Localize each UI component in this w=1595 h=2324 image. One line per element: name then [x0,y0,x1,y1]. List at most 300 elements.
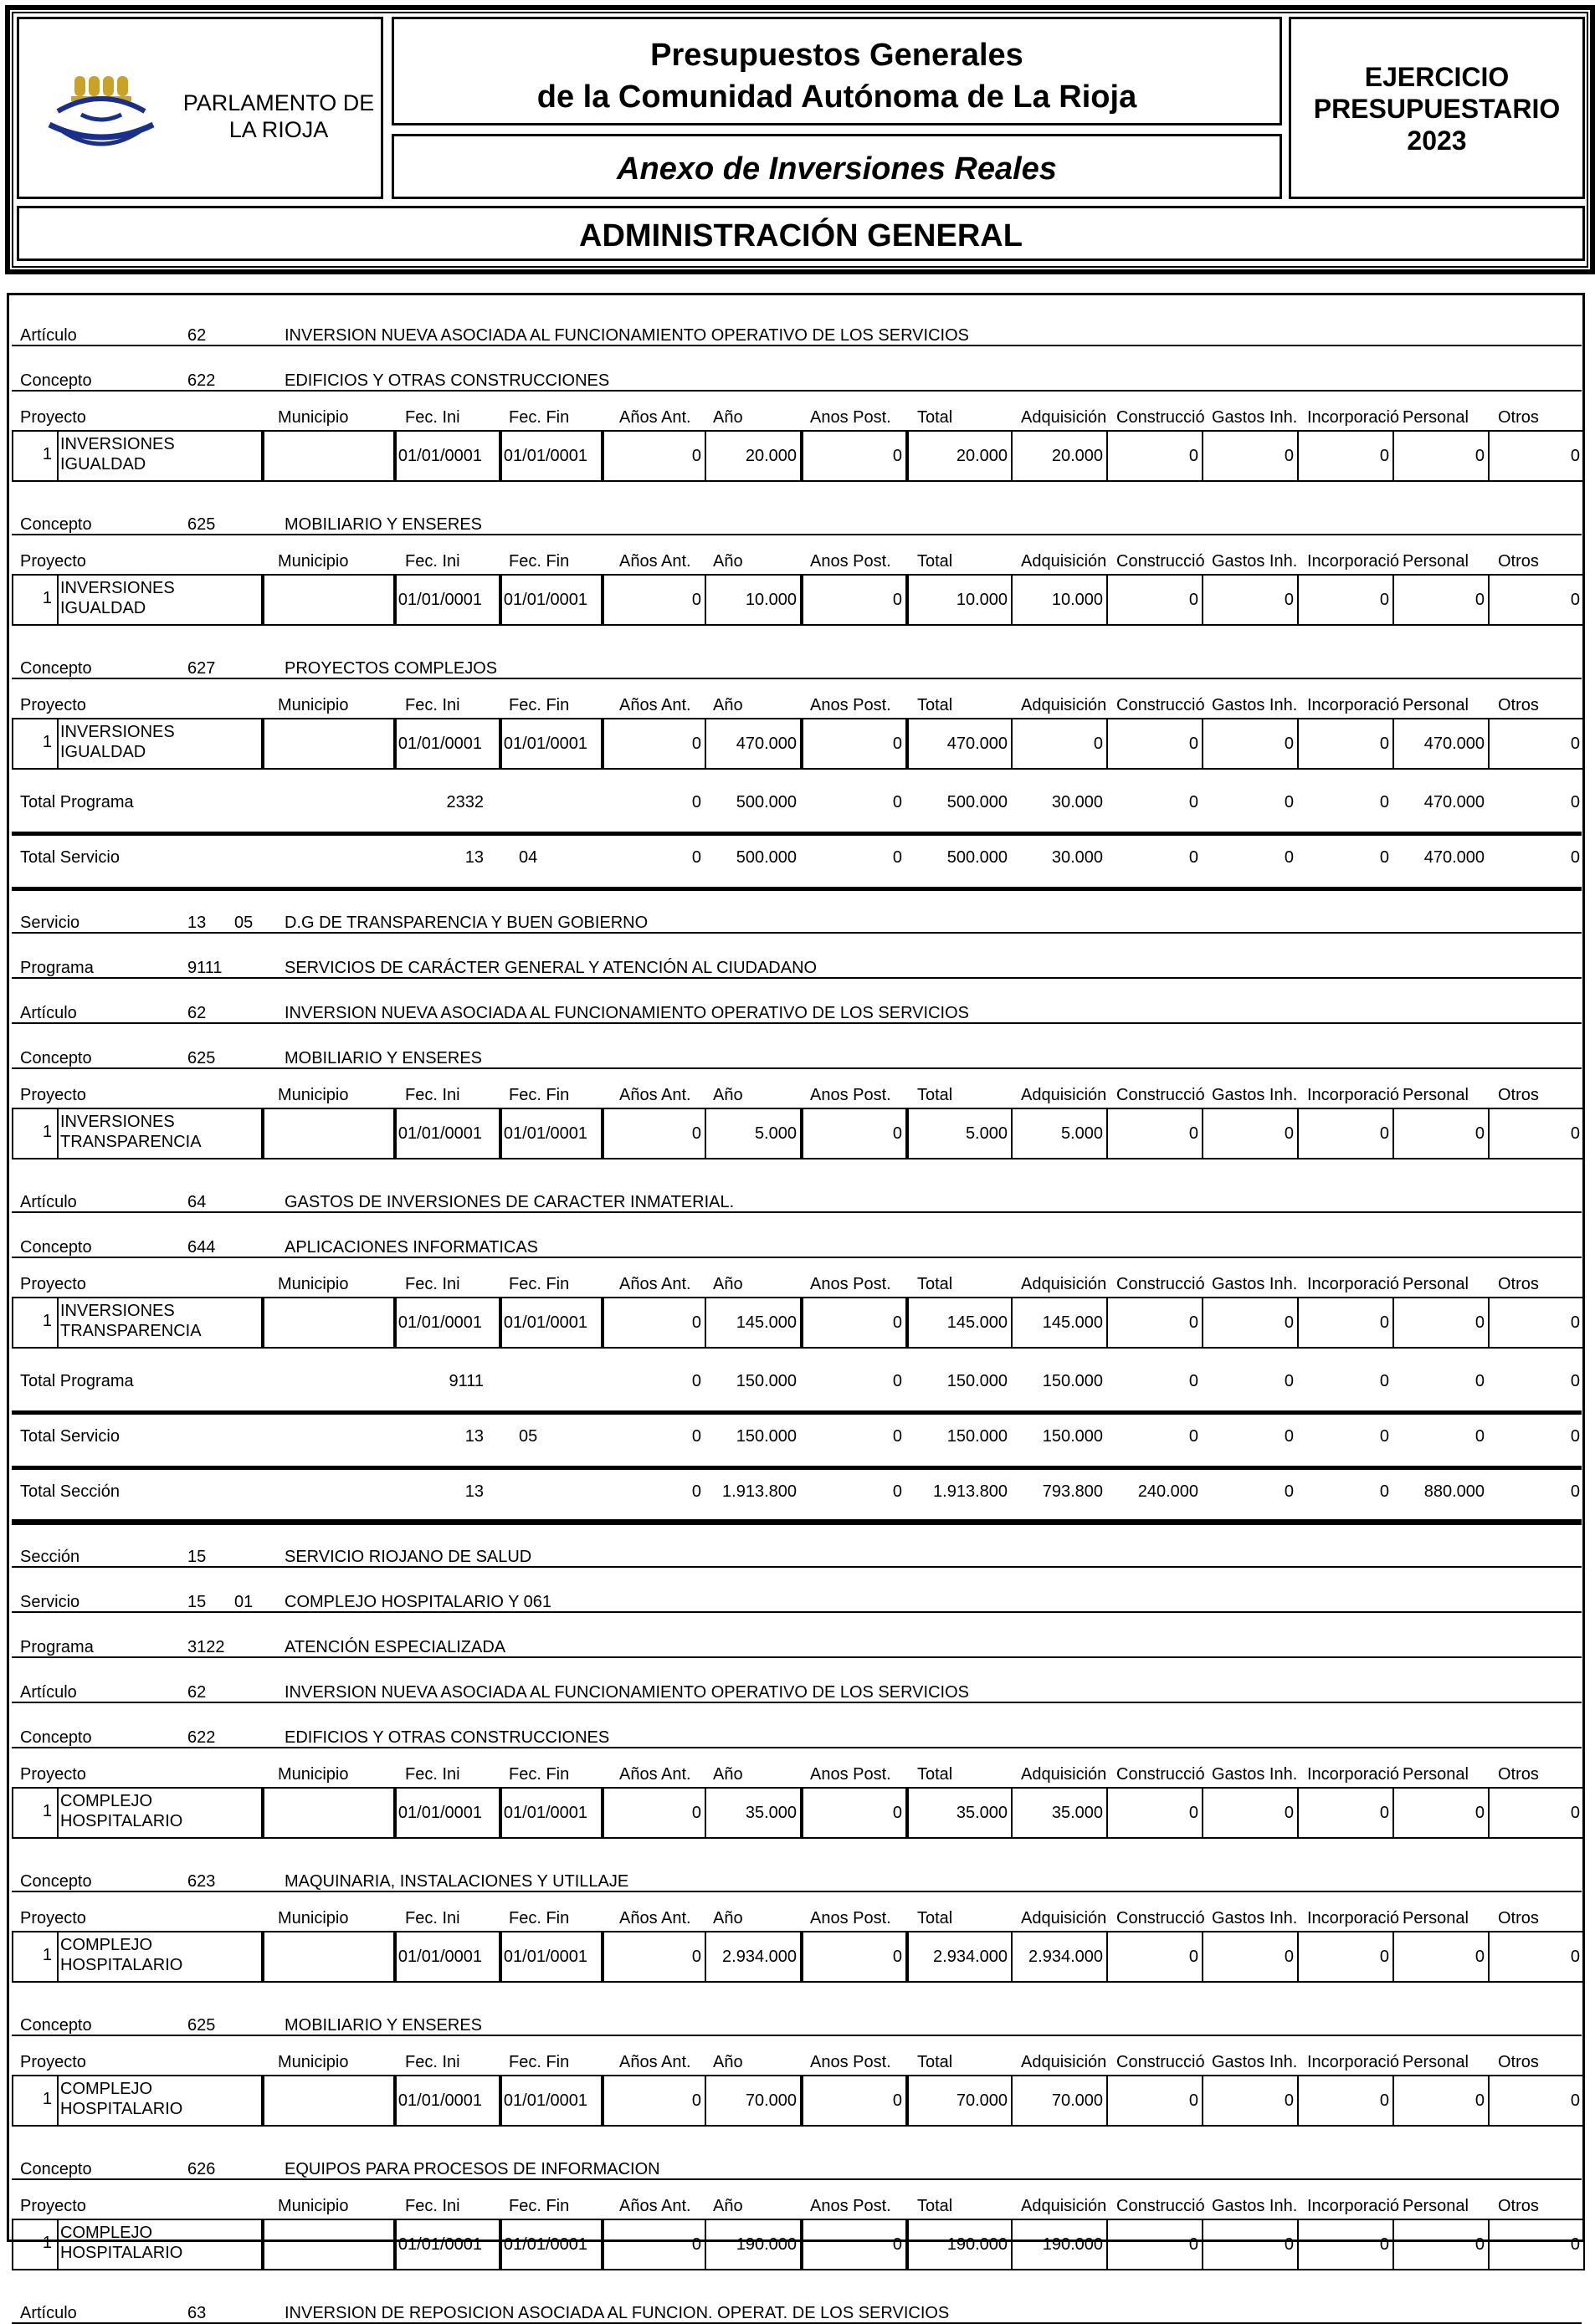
row-label-concepto: Concepto [20,2160,92,2178]
project-number: 1 [42,1802,52,1820]
project-value: 0 [1379,1124,1389,1143]
row-label-artículo: Artículo [20,2304,77,2322]
row-divider [12,932,1582,934]
project-value: 0 [1284,1124,1294,1143]
total-value: 0 [1188,1427,1198,1446]
row-divider [12,678,1582,679]
total-value: 240.000 [1137,1482,1198,1501]
total-value: 150.000 [736,1372,797,1390]
column-header: Total [917,1086,953,1104]
row-divider [12,1211,1582,1213]
column-header: Total [917,696,953,714]
column-header: Incorporació [1307,1086,1400,1104]
column-header: Fec. Ini [405,408,460,427]
row-description: MOBILIARIO Y ENSERES [285,515,483,534]
row-code: 622 [187,1728,216,1747]
row-description: INVERSION NUEVA ASOCIADA AL FUNCIONAMIENTO OPERATIVO DE LOS SERVICIOS [285,326,969,345]
column-header: Construcció [1116,1086,1205,1104]
column-header: Proyecto [20,1086,86,1104]
column-header: Año [713,1909,743,1927]
total-value: 0 [1284,793,1294,811]
row-description: PROYECTOS COMPLEJOS [285,659,498,678]
project-value: 0 [1379,735,1389,753]
column-header: Proyecto [20,552,86,571]
row-label-concepto: Concepto [20,2016,92,2035]
project-value: 0 [1188,2091,1198,2110]
project-value: 190.000 [736,2235,797,2254]
total-value: 0 [691,848,701,867]
column-header: Adquisición [1021,408,1107,427]
column-header: Gastos Inh. [1212,1765,1298,1784]
project-value: 470.000 [736,735,797,753]
project-value: 190.000 [1042,2235,1103,2254]
parliament-logo-icon [41,69,175,161]
row-description: GASTOS DE INVERSIONES DE CARACTER INMATERIAL. [285,1193,735,1211]
column-header: Municipio [278,2053,349,2071]
total-value: 0 [1379,1372,1389,1390]
year-line2: PRESUPUESTARIO [1313,94,1561,124]
project-value: 0 [1570,2091,1580,2110]
row-label-concepto: Concepto [20,371,92,390]
project-value: 2.934.000 [933,1948,1008,1966]
column-header: Municipio [278,552,349,571]
column-header: Construcció [1116,1909,1205,1927]
column-header: Proyecto [20,2053,86,2071]
project-value: 0 [1284,1948,1294,1966]
column-header: Adquisición [1021,696,1107,714]
column-header: Municipio [278,408,349,427]
column-header: Anos Post. [810,408,891,427]
total-value: 0 [1474,1427,1485,1446]
total-value: 0 [1188,793,1198,811]
total-code: 13 [464,1482,484,1501]
project-name-line2: IGUALDAD [60,599,146,617]
project-value: 0 [691,1804,701,1822]
total-value: 150.000 [1042,1427,1103,1446]
project-value: 145.000 [946,1313,1008,1332]
column-header: Gastos Inh. [1212,1909,1298,1927]
total-value: 0 [691,1372,701,1390]
project-number: 1 [42,445,52,463]
budget-year-panel [1289,17,1585,199]
column-header: Personal [1403,408,1469,427]
row-label-servicio: Servicio [20,914,80,932]
project-number: 1 [42,2234,52,2252]
row-code: 62 [187,1004,207,1022]
total-value: 0 [1474,1372,1485,1390]
total-label: Total Programa [20,793,134,811]
row-description: EQUIPOS PARA PROCESOS DE INFORMACION [285,2160,660,2178]
column-header: Adquisición [1021,1909,1107,1927]
column-header: Otros [1498,408,1539,427]
project-number: 1 [42,1123,52,1141]
row-divider [12,1022,1582,1024]
project-name-line2: HOSPITALARIO [60,2100,183,2118]
project-value: 0 [1474,1804,1485,1822]
column-header: Otros [1498,1765,1539,1784]
end-date: 01/01/0001 [503,1804,587,1822]
row-label-artículo: Artículo [20,1193,77,1211]
project-value: 0 [1188,1313,1198,1332]
project-name-line2: TRANSPARENCIA [60,1133,202,1151]
start-date: 01/01/0001 [397,591,482,609]
start-date: 01/01/0001 [397,1948,482,1966]
row-label-concepto: Concepto [20,659,92,678]
column-header: Años Ant. [619,696,691,714]
project-value: 0 [1474,1124,1485,1143]
total-value: 150.000 [946,1372,1008,1390]
total-label: Total Sección [20,1482,120,1501]
title-line1: Presupuestos Generales [650,38,1023,73]
column-header: Personal [1403,1086,1469,1104]
column-header: Municipio [278,1909,349,1927]
project-value: 35.000 [1051,1804,1103,1822]
project-name-line1: INVERSIONES [60,1302,175,1320]
row-divider [12,1257,1582,1258]
row-label-concepto: Concepto [20,1872,92,1891]
project-value: 0 [1474,591,1485,609]
project-value: 0 [1570,1948,1580,1966]
column-header: Fec. Ini [405,1909,460,1927]
total-value: 0 [892,1427,902,1446]
row-divider [12,1747,1582,1748]
year-line1: EJERCICIO [1364,62,1510,92]
project-value: 0 [1093,735,1103,753]
column-header: Años Ant. [619,1275,691,1293]
column-header: Anos Post. [810,1909,891,1927]
total-value: 0 [1379,1427,1389,1446]
column-header: Construcció [1116,1765,1205,1784]
column-header: Fec. Fin [509,408,570,427]
column-header: Proyecto [20,696,86,714]
project-value: 0 [1474,2235,1485,2254]
total-label: Total Servicio [20,1427,120,1446]
total-value: 0 [1284,1482,1294,1501]
total-value: 0 [1379,1482,1389,1501]
column-header: Anos Post. [810,1086,891,1104]
end-date: 01/01/0001 [503,2235,587,2254]
project-name-line2: HOSPITALARIO [60,1956,183,1974]
project-value: 0 [1188,447,1198,465]
total-value: 0 [1570,1482,1580,1501]
total-value: 0 [1379,793,1389,811]
project-name-line1: INVERSIONES [60,1113,175,1131]
column-header: Construcció [1116,1275,1205,1293]
column-header: Total [917,1765,953,1784]
row-divider [12,534,1582,535]
total-divider [12,887,1582,891]
row-divider [12,977,1582,979]
column-header: Total [917,2197,953,2215]
column-header: Municipio [278,1086,349,1104]
row-label-artículo: Artículo [20,1004,77,1022]
total-value: 0 [1570,848,1580,867]
row-divider [12,345,1582,346]
column-header: Año [713,2197,743,2215]
column-header: Proyecto [20,2197,86,2215]
column-header: Fec. Fin [509,2053,570,2071]
project-name-line1: COMPLEJO [60,1792,153,1810]
total-code-secondary: 04 [519,848,538,867]
total-value: 1.913.800 [933,1482,1008,1501]
project-value: 0 [691,591,701,609]
total-value: 0 [892,1482,902,1501]
project-value: 0 [892,447,902,465]
project-value: 0 [691,447,701,465]
start-date: 01/01/0001 [397,1124,482,1143]
column-header: Fec. Ini [405,552,460,571]
column-header: Total [917,1275,953,1293]
row-code: 627 [187,659,216,678]
column-header: Incorporació [1307,1909,1400,1927]
column-header: Municipio [278,1275,349,1293]
project-value: 0 [1284,1313,1294,1332]
project-name-line1: COMPLEJO [60,1936,153,1954]
project-value: 0 [691,1948,701,1966]
row-description: SERVICIO RIOJANO DE SALUD [285,1548,532,1566]
row-code: 625 [187,515,216,534]
project-name-line2: HOSPITALARIO [60,1812,183,1830]
section-title: ADMINISTRACIÓN GENERAL [17,206,1585,261]
row-code: 13 [187,914,207,932]
project-value: 0 [691,1124,701,1143]
start-date: 01/01/0001 [397,735,482,753]
column-header: Adquisición [1021,1765,1107,1784]
project-name-line1: INVERSIONES [60,723,175,741]
column-header: Proyecto [20,1275,86,1293]
column-header: Personal [1403,1909,1469,1927]
total-value: 0 [691,1482,701,1501]
project-value: 0 [892,1948,902,1966]
row-description: INVERSION DE REPOSICION ASOCIADA AL FUNCION. OPERAT. DE LOS SERVICIOS [285,2304,950,2322]
project-value: 0 [1379,1948,1389,1966]
row-code: 644 [187,1238,216,1257]
total-value: 500.000 [736,848,797,867]
column-header: Gastos Inh. [1212,2053,1298,2071]
row-description: COMPLEJO HOSPITALARIO Y 061 [285,1593,552,1611]
total-code-secondary: 05 [519,1427,538,1446]
project-value: 0 [1188,2235,1198,2254]
project-value: 0 [691,2091,701,2110]
row-description: INVERSION NUEVA ASOCIADA AL FUNCIONAMIENTO OPERATIVO DE LOS SERVICIOS [285,1683,969,1702]
project-value: 0 [1284,2235,1294,2254]
column-header: Año [713,1765,743,1784]
budget-year: 2023 [1407,125,1467,156]
row-label-servicio: Servicio [20,1593,80,1611]
row-code: 62 [187,1683,207,1702]
row-divider [12,1656,1582,1658]
column-header: Fec. Ini [405,696,460,714]
total-value: 0 [1570,1372,1580,1390]
column-header: Fec. Ini [405,1086,460,1104]
column-header: Año [713,1275,743,1293]
column-header: Fec. Ini [405,2197,460,2215]
column-header: Otros [1498,2197,1539,2215]
column-header: Personal [1403,552,1469,571]
column-header: Adquisición [1021,2053,1107,2071]
row-description: INVERSION NUEVA ASOCIADA AL FUNCIONAMIENTO OPERATIVO DE LOS SERVICIOS [285,1004,969,1022]
row-label-programa: Programa [20,959,94,977]
project-value: 0 [1474,2091,1485,2110]
column-header: Fec. Fin [509,1086,570,1104]
column-header: Gastos Inh. [1212,1086,1298,1104]
project-value: 0 [892,2091,902,2110]
end-date: 01/01/0001 [503,1313,587,1332]
total-value: 30.000 [1051,848,1103,867]
column-header: Adquisición [1021,1086,1107,1104]
total-value: 0 [1188,848,1198,867]
end-date: 01/01/0001 [503,1948,587,1966]
project-value: 10.000 [745,591,797,609]
project-value: 5.000 [754,1124,797,1143]
total-value: 500.000 [946,848,1008,867]
column-header: Incorporació [1307,696,1400,714]
project-value: 0 [1474,447,1485,465]
column-header: Construcció [1116,2053,1205,2071]
start-date: 01/01/0001 [397,2235,482,2254]
row-label-concepto: Concepto [20,515,92,534]
column-header: Municipio [278,696,349,714]
row-code: 9111 [187,959,223,977]
project-value: 35.000 [956,1804,1008,1822]
total-code: 13 [464,848,484,867]
project-name-line2: IGUALDAD [60,743,146,761]
column-header: Anos Post. [810,696,891,714]
project-value: 5.000 [1060,1124,1103,1143]
project-value: 0 [691,735,701,753]
row-description: SERVICIOS DE CARÁCTER GENERAL Y ATENCIÓN AL CIUDADANO [285,959,818,977]
column-header: Otros [1498,1909,1539,1927]
project-value: 0 [1379,591,1389,609]
end-date: 01/01/0001 [503,2091,587,2110]
column-header: Otros [1498,696,1539,714]
project-value: 0 [1570,1804,1580,1822]
column-header: Total [917,1909,953,1927]
column-header: Fec. Fin [509,1765,570,1784]
column-header: Total [917,2053,953,2071]
column-header: Anos Post. [810,1765,891,1784]
parliament-name [182,90,376,143]
project-value: 10.000 [1051,591,1103,609]
project-name-line2: HOSPITALARIO [60,2244,183,2262]
column-header: Construcció [1116,2197,1205,2215]
column-header: Personal [1403,2197,1469,2215]
project-value: 20.000 [1051,447,1103,465]
column-header: Fec. Ini [405,1275,460,1293]
column-header: Fec. Fin [509,1275,570,1293]
project-name-line1: COMPLEJO [60,2224,153,2242]
column-header: Proyecto [20,408,86,427]
column-header: Año [713,696,743,714]
column-header: Construcció [1116,696,1205,714]
column-header: Municipio [278,2197,349,2215]
row-code: 623 [187,1872,216,1891]
project-name-line1: INVERSIONES [60,579,175,597]
column-header: Año [713,552,743,571]
total-divider [12,1466,1582,1470]
total-value: 470.000 [1423,793,1485,811]
column-header: Personal [1403,1765,1469,1784]
total-label: Total Servicio [20,848,120,867]
project-value: 0 [1188,1804,1198,1822]
row-divider [12,2178,1582,2180]
total-value: 150.000 [946,1427,1008,1446]
column-header: Fec. Ini [405,1765,460,1784]
total-value: 0 [1284,1427,1294,1446]
total-value: 500.000 [946,793,1008,811]
total-code: 2332 [446,793,484,811]
total-value: 0 [1379,848,1389,867]
row-description: EDIFICIOS Y OTRAS CONSTRUCCIONES [285,1728,610,1747]
project-value: 190.000 [946,2235,1008,2254]
row-divider [12,1891,1582,1892]
column-header: Incorporació [1307,552,1400,571]
project-value: 0 [1570,591,1580,609]
project-value: 2.934.000 [722,1948,797,1966]
column-header: Total [917,408,953,427]
total-value: 1.913.800 [722,1482,797,1501]
column-header: Otros [1498,552,1539,571]
project-value: 0 [1379,447,1389,465]
project-value: 0 [1379,2235,1389,2254]
row-code: 15 [187,1548,207,1566]
project-value: 0 [892,1124,902,1143]
project-value: 0 [1570,1124,1580,1143]
column-header: Adquisición [1021,1275,1107,1293]
column-header: Otros [1498,1086,1539,1104]
row-divider [12,1067,1582,1069]
project-value: 0 [1570,2235,1580,2254]
section-divider [12,1519,1582,1523]
project-value: 0 [1570,1313,1580,1332]
column-header: Incorporació [1307,2053,1400,2071]
project-name-line1: INVERSIONES [60,435,175,453]
total-value: 0 [892,848,902,867]
row-label-artículo: Artículo [20,326,77,345]
column-header: Total [917,552,953,571]
project-value: 0 [1188,735,1198,753]
row-divider [12,390,1582,392]
row-description: D.G DE TRANSPARENCIA Y BUEN GOBIERNO [285,914,649,932]
total-value: 0 [1284,848,1294,867]
total-value: 0 [892,793,902,811]
column-header: Gastos Inh. [1212,408,1298,427]
column-header: Año [713,2053,743,2071]
column-header: Años Ant. [619,1086,691,1104]
column-header: Incorporació [1307,408,1400,427]
column-header: Anos Post. [810,2053,891,2071]
project-number: 1 [42,1946,52,1964]
total-label: Total Programa [20,1372,134,1390]
column-header: Personal [1403,696,1469,714]
project-name-line1: COMPLEJO [60,2080,153,2098]
column-header: Proyecto [20,1909,86,1927]
total-value: 0 [1284,1372,1294,1390]
row-code: 3122 [187,1638,225,1656]
row-code-secondary: 05 [234,914,254,932]
column-header: Personal [1403,1275,1469,1293]
project-number: 1 [42,589,52,607]
project-value: 0 [1570,735,1580,753]
column-header: Años Ant. [619,2197,691,2215]
end-date: 01/01/0001 [503,447,587,465]
column-header: Gastos Inh. [1212,696,1298,714]
column-header: Incorporació [1307,1765,1400,1784]
project-value: 0 [1284,591,1294,609]
total-divider [12,832,1582,836]
row-code: 626 [187,2160,216,2178]
project-value: 145.000 [736,1313,797,1332]
